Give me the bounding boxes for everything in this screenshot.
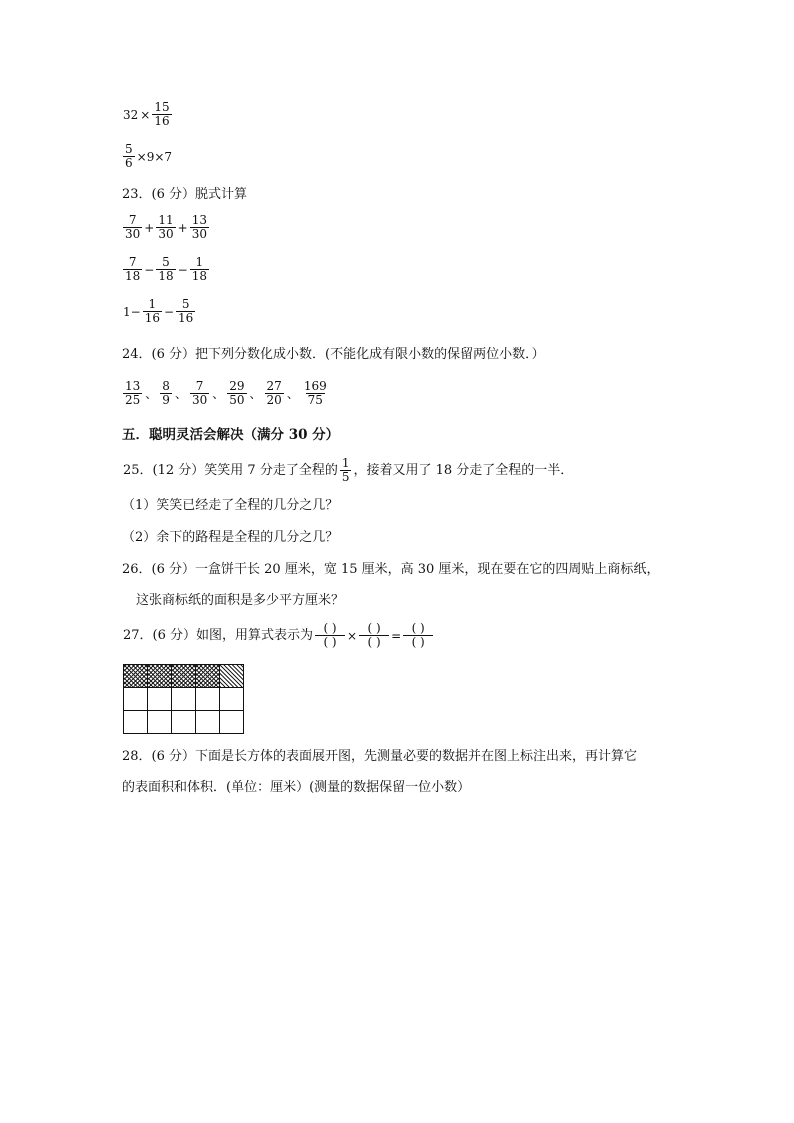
numerator: 5 bbox=[162, 255, 170, 269]
blank-numerator: ( ) bbox=[323, 621, 337, 635]
operator: × bbox=[140, 107, 151, 122]
expression-5-6-times-9-times-7 bbox=[122, 143, 173, 170]
numerator: 7 bbox=[195, 379, 204, 393]
fraction bbox=[123, 380, 142, 407]
fraction bbox=[152, 101, 171, 128]
blank-denominator: ( ) bbox=[403, 635, 433, 649]
numerator: 15 bbox=[154, 100, 170, 114]
question-28-continued: 的表面积和体积．(单位：厘米）(测量的数据保留一位小数） bbox=[122, 780, 471, 795]
denominator: 50 bbox=[229, 393, 245, 407]
separator: 、 bbox=[212, 386, 225, 401]
question-25-part-2: （2）余下的路程是全程的几分之几？ bbox=[122, 530, 339, 545]
denominator: 16 bbox=[144, 311, 160, 325]
question-25-part-1: （1）笑笑已经走了全程的几分之几？ bbox=[122, 498, 339, 513]
denominator: 30 bbox=[158, 227, 174, 241]
operator: − bbox=[163, 304, 175, 319]
denominator: 5 bbox=[341, 470, 350, 484]
fraction bbox=[123, 143, 135, 170]
denominator: 75 bbox=[307, 393, 323, 407]
grid-cell bbox=[124, 688, 148, 711]
operator: − bbox=[177, 262, 188, 277]
grid-cell-cross-hatched bbox=[124, 665, 148, 688]
leading-term: 1− bbox=[123, 304, 141, 319]
grid-cell bbox=[220, 711, 244, 734]
denominator: 30 bbox=[125, 227, 141, 241]
operator: + bbox=[144, 220, 155, 235]
grid-cell-cross-hatched bbox=[148, 665, 172, 688]
numerator: 1 bbox=[195, 255, 204, 269]
grid-cell-cross-hatched bbox=[172, 665, 196, 688]
separator: 、 bbox=[249, 386, 262, 401]
separator: 、 bbox=[286, 386, 299, 401]
question-27-text: 27．(6 分）如图，用算式表示为 bbox=[123, 627, 314, 643]
blank-fraction[interactable] bbox=[403, 622, 433, 649]
grid-cell bbox=[196, 688, 220, 711]
grid-cell bbox=[220, 688, 244, 711]
grid-cell bbox=[196, 711, 220, 734]
denominator: 6 bbox=[125, 156, 133, 170]
fraction bbox=[227, 380, 246, 407]
denominator: 18 bbox=[125, 269, 141, 283]
fraction bbox=[302, 380, 329, 407]
denominator: 30 bbox=[191, 227, 207, 241]
fraction bbox=[160, 380, 172, 407]
operator-rest: ×9×7 bbox=[136, 149, 173, 164]
fraction-grid-figure bbox=[123, 664, 244, 734]
denominator: 16 bbox=[178, 311, 194, 325]
grid-cell bbox=[172, 711, 196, 734]
blank-fraction[interactable] bbox=[359, 622, 389, 649]
separator: 、 bbox=[145, 386, 158, 401]
expression-32-times-15-16 bbox=[122, 101, 173, 128]
fraction bbox=[123, 256, 142, 283]
fraction bbox=[190, 256, 209, 283]
grid-cell-cross-hatched bbox=[196, 665, 220, 688]
numerator: 169 bbox=[303, 379, 327, 393]
numerator: 29 bbox=[229, 379, 245, 393]
denominator: 18 bbox=[158, 269, 174, 283]
fraction bbox=[190, 380, 209, 407]
fraction bbox=[190, 214, 209, 241]
question-23-a bbox=[122, 214, 210, 241]
blank-denominator: ( ) bbox=[359, 635, 389, 649]
numerator: 1 bbox=[148, 297, 157, 311]
grid-cell bbox=[148, 711, 172, 734]
grid-cell bbox=[124, 711, 148, 734]
equals-operator: = bbox=[391, 628, 402, 643]
numerator: 11 bbox=[158, 213, 174, 227]
question-25-text: 25．(12 分）笑笑用 7 分走了全程的 bbox=[123, 462, 338, 478]
numerator: 13 bbox=[125, 379, 141, 393]
fraction bbox=[176, 298, 195, 325]
numerator: 1 bbox=[341, 456, 350, 470]
question-25 bbox=[122, 457, 574, 484]
numerator: 7 bbox=[128, 213, 137, 227]
fraction bbox=[156, 214, 175, 241]
numerator: 8 bbox=[162, 379, 170, 393]
blank-numerator: ( ) bbox=[411, 621, 425, 635]
blank-fraction[interactable] bbox=[315, 622, 345, 649]
fraction bbox=[143, 298, 162, 325]
question-26: 26．(6 分）一盒饼干长 20 厘米，宽 15 厘米，高 30 厘米，现在要在它的四周贴上商标纸， bbox=[122, 562, 660, 577]
number: 32 bbox=[123, 107, 139, 122]
times-operator: × bbox=[347, 628, 358, 643]
operator: − bbox=[144, 262, 155, 277]
numerator: 27 bbox=[266, 379, 282, 393]
grid-cell-diagonal-hatched bbox=[220, 665, 244, 688]
numerator: 7 bbox=[128, 255, 137, 269]
numerator: 5 bbox=[125, 142, 133, 156]
numerator: 13 bbox=[191, 213, 207, 227]
question-28: 28．(6 分）下面是长方体的表面展开图，先测量必要的数据并在图上标注出来，再计算它 bbox=[122, 749, 638, 764]
question-24-fraction-list bbox=[122, 380, 330, 407]
denominator: 30 bbox=[191, 393, 208, 407]
fraction bbox=[123, 214, 142, 241]
question-23-b bbox=[122, 256, 210, 283]
denominator: 16 bbox=[154, 114, 170, 128]
denominator: 9 bbox=[162, 393, 170, 407]
fraction bbox=[265, 380, 284, 407]
blank-denominator: ( ) bbox=[315, 635, 345, 649]
denominator: 25 bbox=[125, 393, 141, 407]
denominator: 18 bbox=[191, 269, 207, 283]
question-23-title: 23．(6 分）脱式计算 bbox=[122, 187, 248, 202]
question-27 bbox=[122, 622, 434, 649]
question-26-continued: 这张商标纸的面积是多少平方厘米？ bbox=[136, 593, 345, 608]
question-25-text-end: ，接着又用了 18 分走了全程的一半． bbox=[353, 462, 574, 478]
separator: 、 bbox=[174, 386, 187, 401]
denominator: 20 bbox=[266, 393, 282, 407]
grid-cell bbox=[148, 688, 172, 711]
fraction bbox=[340, 457, 352, 484]
fraction bbox=[156, 256, 175, 283]
question-24-title: 24．(6 分）把下列分数化成小数．(不能化成有限小数的保留两位小数．） bbox=[122, 347, 545, 362]
numerator: 5 bbox=[181, 297, 190, 311]
operator: + bbox=[177, 220, 188, 235]
section-5-heading: 五．聪明灵活会解决（满分 30 分） bbox=[122, 427, 340, 443]
blank-numerator: ( ) bbox=[367, 621, 381, 635]
grid-cell bbox=[172, 688, 196, 711]
question-23-c bbox=[122, 298, 196, 325]
